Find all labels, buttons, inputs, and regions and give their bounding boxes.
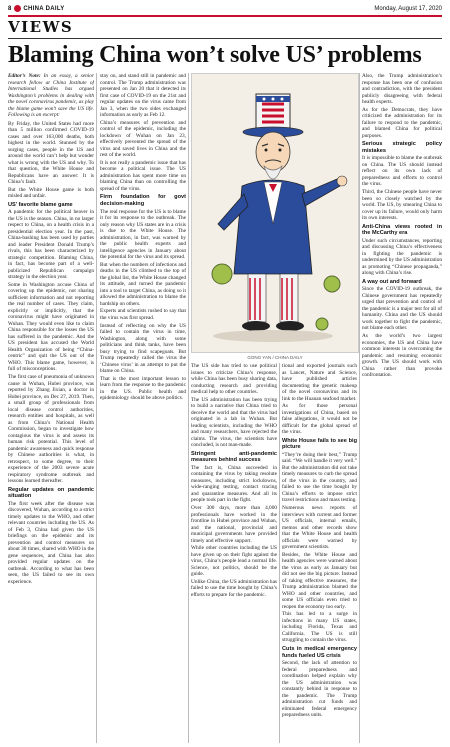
section-title: VIEWS	[8, 18, 74, 36]
subhead: Stringent anti-pandemic measures behind success	[191, 450, 277, 464]
paragraph: While other countries including the US have given up on their fight against the virus, China’s people lead a normal life. Science, not politics, should be the guide.	[191, 545, 277, 578]
paragraph: The real response for the US is to blame it for its response to the outbreak. The only reason why US states are in a crisis is due to the White House. The administration, in fact, was warned by the public health experts and intelligence agencies in January about the potential for the virus and its spread.	[100, 208, 186, 261]
column-divider	[96, 73, 97, 743]
editor-note-lead: Editor’s Note:	[8, 73, 41, 79]
paragraph: The fact is, China succeeded in containing the virus by taking resolute measures, including strict lockdowns, wide-ranging testing, contact tracing and quarantine measures. And all its people took part in the fight.	[191, 464, 277, 504]
article-column-5	[362, 73, 442, 743]
paragraph: Also, the Trump administration’s response has been one of confusion and contradiction, with the president publicly disagreeing with federal health experts.	[362, 73, 442, 105]
article-column-2	[100, 73, 186, 743]
subhead: White House fails to see big picture	[282, 437, 357, 451]
subhead: US’ favorite blame game	[8, 201, 73, 208]
paragraph: It is impossible to blame the outbreak on China. The US should instead reflect on its own lack of preparedness and efforts to control the virus.	[362, 155, 442, 188]
subhead: Firm foundation for govt decision-making	[100, 194, 186, 207]
paper-name: CHINA DAILY	[23, 5, 65, 12]
paragraph: The US administration has been trying to build a narrative that China tried to deceive the world and that the virus had originated in a lab in Wuhan. But leading scientists, including the WHO and many researchers, have rejected the claims. The virus, the scientists have concluded, is not man-made.	[191, 396, 277, 449]
paragraph: Numerous news reports of interviews with current and former US officials, internal emails, memos and other records show that the White House and health officials were warned by government scientists.	[282, 505, 357, 551]
paragraph: Over 300 days, more than 4,000 professionals have worked in the frontline in Hubei province and Wuhan, and the national, provincial and municipal governments have provided timely and effective support.	[191, 505, 277, 544]
paragraph: Some in Washington accuse China of covering up the epidemic, not sharing sufficient information and not reporting the real number of cases. They claim, explicitly or implicitly, that the coronavirus might have originated in Wuhan. They would even like to claim China responsible for the losses the US has suffered in the pandemic. And the US president has accused the World Health Organization of being “China-centric” and quit the US out of the WHO. This blame game, however, is full of misconceptions.	[8, 281, 94, 373]
editorial-cartoon	[191, 73, 359, 353]
cartoon-credit: GONG YAN / CHINA DAILY	[247, 355, 303, 360]
paragraph: As for those personal investigations of China, based on false allegations, it would not be difficult for the global spread of the virus.	[282, 403, 357, 436]
paragraph: As for the Democrats, they have criticized the administration for its failure to respond to the pandemic, and blamed China for political purposes.	[362, 106, 442, 139]
subhead: A way out and forward	[362, 278, 422, 285]
paragraph: By Friday, the United States had more than 5 million confirmed COVID-19 cases and over 163,000 deaths, both highest in the world. Stunned by the surging cases, people in the US and around the world can’t help but wonder what is wrong with the US and why. To that question, the White House and Republicans have an answer: It is China’s fault.	[8, 120, 94, 185]
china-daily-logo-icon	[14, 5, 21, 12]
editor-note-text: In an essay, a senior research fellow at China Institute of International Studies has argued Washington’s problems in dealing with the novel coronavirus pandemic, as play the blame game won’t save the US life. Following is an excerpt:	[8, 73, 94, 118]
issue-date: Monday, August 17, 2020	[374, 5, 442, 12]
column-divider	[279, 363, 280, 743]
paragraph: Experts and scientists rushed to say that the virus was first spread.	[100, 308, 186, 321]
editor-note	[8, 73, 94, 119]
page-number: 8	[8, 5, 12, 12]
subhead: Serious strategic policy mistakes	[362, 141, 442, 154]
masthead	[8, 4, 442, 13]
article-column-1	[8, 73, 94, 743]
paragraph: The first case of pneumonia of unknown cause in Wuhan, Hubei province, was reported by Zhang Jixian, a doctor in Hubei province, on Dec 27, 2019. Then, a small group of professionals from local disease control authorities, research entities and hospitals, as well as from China’s National Health Commission, began to investigate how contagious the virus is and assess its human risk potential. This level of pandemic awareness and quick response by Chinese authorities is what, in retrospect, to some degree, to their experience of the 2003 severe acute respiratory syndrome outbreak and lessons learned thereafter.	[8, 374, 94, 485]
paragraph: China’s measures of prevention and control of the epidemic, including the lockdown of Wuhan on Jan 23, effectively prevented the spread of the virus and saved lives in China and the rest of the world.	[100, 119, 186, 159]
paragraph: Third, the Chinese people have never been so closely watched by the world. The US, by smearing China to cover up its failure, would only harm its own interests.	[362, 189, 442, 222]
paragraph: Besides, the White House and health agencies were warned about the virus as early as January but did not see the big picture. Instead of taking effective measures, the Trump administration blamed the WHO and other countries, and some US officials even tried to reopen the economy too early.	[282, 551, 357, 610]
article-column-4	[282, 363, 357, 743]
article-column-3	[191, 363, 277, 743]
subhead: Anti-China views rooted in the McCarthy era	[362, 223, 442, 237]
paragraph: But the White House game is both misled and unfair.	[8, 186, 94, 200]
paragraph: A pandemic for the political heaver in the US is the season. China, in no larger respect to China, on a health crisis in a presidential election year. In the past, China-bashing has been used by parties and leader President Donald Trump’s rivals, this has been characterized by strategic competition. Blaming China, in fact, has become part of a well-publicized Republican campaign strategy in the election year.	[8, 209, 94, 281]
paragraph: The first week after the disease was discovered, Wuhan, according to a strict timely updates to the WHO, and other relevant countries including the US. As of Feb 3, China had given the US briefings on the epidemic and its prevention and control measures on about 30 times, shared with WHO in the gene sequences, and China has also provided regular updates on the outbreak. According to what has been seen, the US failed to see its own experience.	[8, 500, 94, 585]
column-divider	[359, 73, 360, 743]
paragraph: tional and exported journals such as Lancet, Nature and Science, have published articles documenting the genetic makeup of the novel coronavirus and its link to the Huanan seafood market.	[282, 363, 357, 402]
paragraph: As the world’s two largest economies, the US and China have common interests in overcoming the pandemic and resuming economic growth. The US should work with China rather than provoke confrontation.	[362, 333, 442, 379]
headline: Blaming China won’t solve US’ problems	[8, 42, 422, 68]
paragraph: Under such circumstances, reporting and discussing China’s effectiveness in fighting the pandemic is undermined by the US administration as promoting “Chinese propaganda,” along with China’s rise.	[362, 237, 442, 277]
paragraph: Unlike China, the US administration has failed to use the time bought by China’s efforts to prepare for the pandemic.	[191, 578, 277, 598]
paragraph: Since the COVID-19 outbreak, the Chinese government has repeatedly urged that prevention and control of the pandemic is a major test for all of humanity. China and the US should work together to fight the pandemic, not blame each other.	[362, 286, 442, 332]
subhead: Regular updates on pandemic situation	[8, 486, 94, 500]
paragraph: stay on, and stand still in pandemic and control. The Trump administration was presented on Jan 20 that it detected its first case of COVID-19 on the 21st and regular updates on the virus came from Jan 3, when the two sides exchanged information as early as Feb 12.	[100, 73, 186, 118]
paragraph: The US side has tried to use political issues to criticize China’s response, while China has been busy sharing data, conducting research and providing medical help to other countries.	[191, 363, 277, 395]
paragraph: But when the numbers of infections and deaths in the US climbed to the top of the global list, the White House changed its attitude, and turned the pandemic into a tool to target China, as doing so it allowed the administration to blame the hardship on others.	[100, 261, 186, 307]
subhead: Cuts in medical emergency funds fueled US crisis	[282, 645, 357, 659]
masthead-rule	[8, 15, 442, 17]
paragraph: Second, the lack of attention to federal preparedness and coordination helped explain why the US administration was constantly behind in response to the pandemic. The Trump administration cut funds and eliminated federal emergency preparedness units.	[282, 660, 357, 719]
paragraph: Instead of reflecting on why the US failed to contain the virus in time, Washington, along with some politicians and think tanks, have been busy trying to find scapegoats. But Trump repeatedly called the virus the ‘Chinese virus’ in an attempt to put the blame on China.	[100, 322, 186, 375]
paragraph: That is the most important lesson to learn from the response to the pandemic in the US. Public health and epidemiology should be above politics.	[100, 375, 186, 402]
paragraph: This has led to a surge in infections in many US states, including Florida, Texas and California. The US is still struggling to contain the virus.	[282, 611, 357, 644]
paragraph: It is not really a pandemic issue that has become a political issue. The US administration has spent more time on blaming China than on controlling the spread of the virus.	[100, 159, 186, 192]
paragraph: “They’re doing their best,” Trump said. “We will handle it very well.” But the administration did not take timely measures to curb the spread of the virus in the country, and failed to use the time bought by China’s efforts to impose strict travel restrictions and mass testing.	[282, 451, 357, 504]
section-rule	[8, 38, 442, 39]
column-divider	[188, 73, 189, 743]
cartoon-illustration	[192, 74, 359, 353]
